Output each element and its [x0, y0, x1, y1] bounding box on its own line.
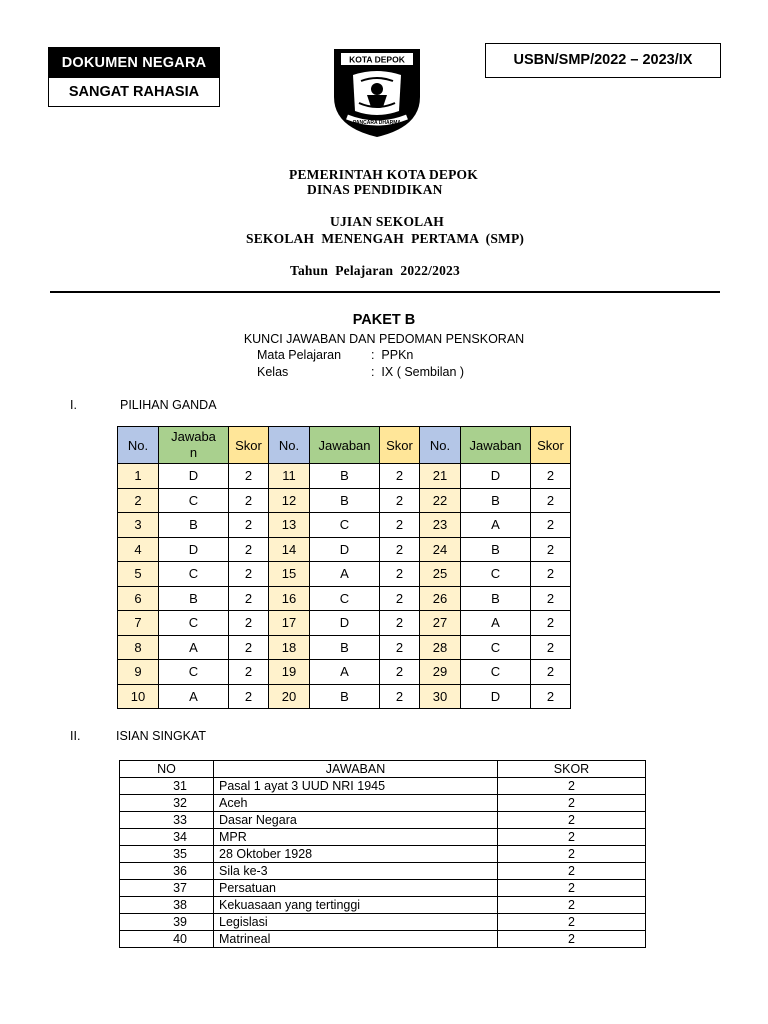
isian-singkat-table — [119, 760, 646, 948]
exam-code-box: USBN/SMP/2022 – 2023/IX — [485, 43, 721, 78]
pg-cell-skor: 2 — [229, 684, 269, 709]
is-row — [120, 897, 646, 914]
pg-cell-skor: 2 — [531, 562, 571, 587]
pg-cell-no: 1 — [118, 464, 159, 489]
pg-cell-skor: 2 — [229, 611, 269, 636]
pg-cell-jawaban: D — [461, 464, 531, 489]
is-cell-skor: 2 — [498, 795, 646, 812]
pg-cell-jawaban: D — [461, 684, 531, 709]
is-row — [120, 778, 646, 795]
pg-cell-skor: 2 — [380, 635, 420, 660]
pg-cell-no: 16 — [269, 586, 310, 611]
pg-row — [118, 635, 571, 660]
is-cell-no: 35 — [120, 846, 214, 863]
pg-cell-skor: 2 — [229, 513, 269, 538]
pg-cell-skor: 2 — [229, 635, 269, 660]
sangat-rahasia-label: SANGAT RAHASIA — [68, 84, 200, 100]
pg-cell-skor: 2 — [229, 562, 269, 587]
pg-cell-no: 29 — [420, 660, 461, 685]
pg-cell-no: 17 — [269, 611, 310, 636]
is-cell-no: 38 — [120, 897, 214, 914]
pg-cell-skor: 2 — [380, 488, 420, 513]
pg-cell-jawaban: C — [159, 660, 229, 685]
is-cell-skor: 2 — [498, 846, 646, 863]
divider-rule — [50, 291, 720, 293]
is-cell-jawaban: Dasar Negara — [214, 812, 498, 829]
pg-cell-skor: 2 — [531, 488, 571, 513]
is-cell-no: 33 — [120, 812, 214, 829]
is-row — [120, 880, 646, 897]
is-cell-skor: 2 — [498, 778, 646, 795]
pg-row — [118, 586, 571, 611]
kota-depok-emblem-icon — [331, 45, 423, 139]
is-cell-jawaban: 28 Oktober 1928 — [214, 846, 498, 863]
pg-cell-skor: 2 — [531, 635, 571, 660]
mapel-label: Mata Pelajaran — [257, 348, 342, 362]
pg-cell-skor: 2 — [531, 611, 571, 636]
pg-cell-no: 18 — [269, 635, 310, 660]
title-line-1: PEMERINTAH KOTA DEPOK — [289, 167, 478, 182]
pg-row — [118, 513, 571, 538]
pg-cell-skor: 2 — [380, 586, 420, 611]
pg-row — [118, 488, 571, 513]
pg-cell-jawaban: A — [461, 513, 531, 538]
section-1-number: I. — [70, 398, 77, 412]
is-cell-no: 31 — [120, 778, 214, 795]
pg-cell-skor: 2 — [380, 660, 420, 685]
pg-cell-no: 12 — [269, 488, 310, 513]
pg-header-no: No. — [118, 427, 159, 464]
pg-cell-jawaban: C — [461, 635, 531, 660]
pg-cell-skor: 2 — [380, 611, 420, 636]
is-row — [120, 914, 646, 931]
pg-cell-skor: 2 — [229, 660, 269, 685]
pg-cell-jawaban: D — [310, 611, 380, 636]
pg-cell-jawaban: B — [310, 635, 380, 660]
pg-row — [118, 611, 571, 636]
is-header-row — [120, 761, 646, 778]
pg-cell-skor: 2 — [229, 464, 269, 489]
title-line-5: Tahun Pelajaran 2022/2023 — [290, 263, 460, 278]
pg-cell-jawaban: B — [310, 464, 380, 489]
pg-row — [118, 660, 571, 685]
title-line-2: DINAS PENDIDIKAN — [307, 182, 443, 197]
pg-cell-no: 7 — [118, 611, 159, 636]
pg-cell-no: 25 — [420, 562, 461, 587]
is-row — [120, 863, 646, 880]
is-cell-skor: 2 — [498, 914, 646, 931]
pg-cell-no: 11 — [269, 464, 310, 489]
pg-header-jawaban: Jawaba n — [159, 427, 229, 464]
pg-cell-jawaban: A — [159, 635, 229, 660]
pg-cell-jawaban: A — [461, 611, 531, 636]
pg-cell-no: 13 — [269, 513, 310, 538]
pg-cell-jawaban: C — [159, 562, 229, 587]
kelas-label: Kelas — [257, 365, 289, 379]
pg-header-jawaban: Jawaban — [461, 427, 531, 464]
pg-cell-jawaban: B — [461, 537, 531, 562]
is-row — [120, 846, 646, 863]
pg-cell-skor: 2 — [380, 537, 420, 562]
pg-cell-no: 14 — [269, 537, 310, 562]
is-cell-jawaban: MPR — [214, 829, 498, 846]
pg-cell-skor: 2 — [380, 513, 420, 538]
pg-header-jawaban: Jawaban — [310, 427, 380, 464]
pg-cell-jawaban: C — [461, 660, 531, 685]
is-header-jawaban: JAWABAN — [214, 761, 498, 778]
pg-header-no: No. — [420, 427, 461, 464]
pg-cell-jawaban: C — [310, 586, 380, 611]
pg-cell-skor: 2 — [229, 537, 269, 562]
is-cell-skor: 2 — [498, 829, 646, 846]
pg-cell-no: 4 — [118, 537, 159, 562]
pg-header-skor: Skor — [531, 427, 571, 464]
pg-cell-no: 3 — [118, 513, 159, 538]
pg-header-no: No. — [269, 427, 310, 464]
classification-box — [48, 47, 220, 107]
pg-cell-no: 27 — [420, 611, 461, 636]
pg-cell-no: 21 — [420, 464, 461, 489]
pg-cell-skor: 2 — [531, 464, 571, 489]
pg-cell-no: 15 — [269, 562, 310, 587]
pg-row — [118, 562, 571, 587]
pg-cell-no: 20 — [269, 684, 310, 709]
pg-cell-jawaban: D — [310, 537, 380, 562]
paket-title: PAKET B — [352, 312, 416, 328]
pg-cell-no: 24 — [420, 537, 461, 562]
is-cell-jawaban: Pasal 1 ayat 3 UUD NRI 1945 — [214, 778, 498, 795]
is-row — [120, 812, 646, 829]
is-cell-jawaban: Persatuan — [214, 880, 498, 897]
pg-cell-no: 2 — [118, 488, 159, 513]
pg-cell-no: 26 — [420, 586, 461, 611]
pg-cell-no: 28 — [420, 635, 461, 660]
section-2-number: II. — [70, 729, 81, 743]
is-cell-jawaban: Sila ke-3 — [214, 863, 498, 880]
is-cell-no: 34 — [120, 829, 214, 846]
mapel-value: : PPKn — [371, 348, 414, 362]
pg-cell-no: 10 — [118, 684, 159, 709]
section-2-title: ISIAN SINGKAT — [116, 729, 207, 743]
is-cell-no: 36 — [120, 863, 214, 880]
pg-cell-skor: 2 — [380, 464, 420, 489]
is-header-no: NO — [120, 761, 214, 778]
is-cell-no: 32 — [120, 795, 214, 812]
pg-cell-jawaban: D — [159, 537, 229, 562]
pg-cell-no: 6 — [118, 586, 159, 611]
is-cell-jawaban: Legislasi — [214, 914, 498, 931]
pg-header-skor: Skor — [380, 427, 420, 464]
is-cell-no: 37 — [120, 880, 214, 897]
pg-header-skor: Skor — [229, 427, 269, 464]
pg-cell-jawaban: A — [159, 684, 229, 709]
pg-cell-jawaban: A — [310, 660, 380, 685]
pg-cell-jawaban: B — [461, 488, 531, 513]
pg-cell-skor: 2 — [531, 513, 571, 538]
pg-cell-skor: 2 — [229, 586, 269, 611]
pg-cell-jawaban: B — [310, 684, 380, 709]
is-cell-no: 40 — [120, 931, 214, 948]
pg-cell-jawaban: C — [461, 562, 531, 587]
is-cell-jawaban: Matrineal — [214, 931, 498, 948]
pilihan-ganda-table — [117, 426, 571, 709]
pg-cell-jawaban: C — [310, 513, 380, 538]
pg-cell-jawaban: D — [159, 464, 229, 489]
is-cell-skor: 2 — [498, 931, 646, 948]
is-cell-skor: 2 — [498, 897, 646, 914]
is-cell-skor: 2 — [498, 880, 646, 897]
pg-cell-no: 19 — [269, 660, 310, 685]
logo-text-bottom: PANCARA DHARMA — [352, 120, 402, 126]
is-cell-jawaban: Aceh — [214, 795, 498, 812]
dokumen-negara-label: DOKUMEN NEGARA — [49, 48, 219, 78]
pg-cell-no: 9 — [118, 660, 159, 685]
section-1-title: PILIHAN GANDA — [120, 398, 217, 412]
pg-cell-no: 8 — [118, 635, 159, 660]
pg-cell-jawaban: C — [159, 488, 229, 513]
logo-text-top: KOTA DEPOK — [349, 54, 405, 65]
paket-subtitle: KUNCI JAWABAN DAN PEDOMAN PENSKORAN — [243, 332, 525, 346]
pg-row — [118, 537, 571, 562]
title-line-4: SEKOLAH MENENGAH PERTAMA (SMP) — [246, 231, 525, 246]
pg-cell-skor: 2 — [380, 684, 420, 709]
pg-cell-jawaban: B — [159, 586, 229, 611]
pg-cell-jawaban: C — [159, 611, 229, 636]
pg-row — [118, 464, 571, 489]
pg-cell-no: 22 — [420, 488, 461, 513]
pg-cell-skor: 2 — [531, 660, 571, 685]
is-row — [120, 829, 646, 846]
kelas-value: : IX ( Sembilan ) — [371, 365, 465, 379]
is-cell-skor: 2 — [498, 812, 646, 829]
pg-cell-skor: 2 — [380, 562, 420, 587]
pg-cell-jawaban: B — [310, 488, 380, 513]
pg-cell-no: 23 — [420, 513, 461, 538]
title-line-3: UJIAN SEKOLAH — [330, 214, 444, 229]
pg-cell-skor: 2 — [531, 684, 571, 709]
pg-cell-no: 30 — [420, 684, 461, 709]
is-cell-no: 39 — [120, 914, 214, 931]
pg-cell-jawaban: B — [159, 513, 229, 538]
is-cell-jawaban: Kekuasaan yang tertinggi — [214, 897, 498, 914]
is-cell-skor: 2 — [498, 863, 646, 880]
is-header-skor: SKOR — [498, 761, 646, 778]
pg-cell-jawaban: B — [461, 586, 531, 611]
pg-cell-skor: 2 — [531, 586, 571, 611]
pg-header-row — [118, 427, 571, 464]
pg-cell-no: 5 — [118, 562, 159, 587]
pg-cell-skor: 2 — [531, 537, 571, 562]
pg-cell-jawaban: A — [310, 562, 380, 587]
pg-cell-skor: 2 — [229, 488, 269, 513]
pg-row — [118, 684, 571, 709]
is-row — [120, 795, 646, 812]
is-row — [120, 931, 646, 948]
